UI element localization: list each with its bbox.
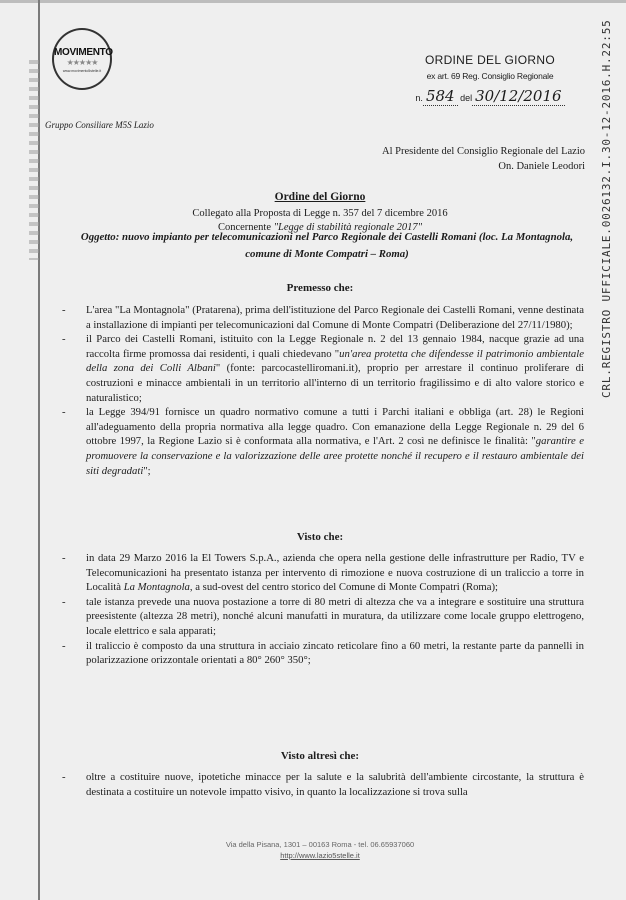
logo-url: www.movimento5stelle.it	[62, 69, 102, 73]
logo-stars: ★★★★★	[66, 58, 98, 67]
list-visto-altresi	[62, 770, 584, 799]
heading-premesso: Premesso che:	[286, 282, 354, 294]
scan-top-edge	[0, 0, 626, 3]
addressee-line-1: Al Presidente del Consiglio Regionale del Lazio	[382, 146, 585, 157]
list-item	[62, 639, 584, 668]
item-text: , a sud-ovest del centro storico del Comune di Monte Compatri (Roma);	[189, 581, 499, 594]
list-premesso	[62, 303, 584, 478]
bullet-dash: -	[62, 639, 66, 652]
item-text: il Parco dei Castelli Romani, istituito con la Legge Regionale n. 2 del 13 gennaio 1984, nacque grazie ad una raccolta firme promossa dai residenti, i quali chiedevano "	[86, 333, 584, 360]
item-text: la Legge 394/91 fornisce un quadro normativo comune a tutti i Parchi italiani e obbliga (art. 28) le Regioni all'adeguamento della propria normativa alla legge quadro. Con emanazione della Legge Regionale n. 29 del 6 ottobre 1997, la Regione Lazio si è conformata alla normativa, e l'Art. 2 così ne definisce le finalità: "	[86, 406, 584, 448]
doc-title: Ordine del Giorno	[274, 191, 366, 203]
bleed-through-stamp	[29, 60, 39, 260]
header-subtitle: ex art. 69 Reg. Consiglio Regionale	[426, 71, 554, 81]
doc-subject: Oggetto: nuovo impianto per telecomunicazioni nel Parco Regionale dei Castelli Romani (loc. La Montagnola, comune di Monte Compatri – Roma)	[80, 231, 574, 260]
list-item	[62, 332, 584, 405]
del-label: del	[460, 93, 473, 103]
bullet-dash: -	[62, 552, 66, 564]
quoted-text: garantire e promuovere la conservazione e la valorizzazione delle aree protette nonché il recupero e il restauro ambientale dei siti degradati	[86, 435, 584, 477]
n-label: n.	[415, 93, 423, 103]
item-text: il traliccio è composto da una struttura in acciaio zincato reticolare fino a 60 metri, la restante parte da pannelli in polarizzazione orizzontale orientati a 80° 260° 350°;	[86, 639, 584, 667]
list-item	[62, 595, 584, 639]
bullet-dash: -	[62, 304, 66, 316]
header-title: ORDINE DEL GIORNO	[424, 53, 555, 67]
item-text: ";	[143, 464, 151, 477]
document-header	[400, 53, 580, 105]
footer-address: Via della Pisana, 1301 – 00163 Roma - tel. 06.65937060	[225, 840, 415, 849]
bullet-dash: -	[62, 595, 66, 608]
handwritten-date: 30/12/2016	[472, 87, 564, 106]
header-number-line	[400, 87, 580, 105]
logo-word: MOVIMENTO	[54, 47, 113, 58]
handwritten-number: 584	[423, 87, 458, 106]
item-text: in data 29 Marzo 2016 la El Towers S.p.A., azienda che opera nella gestione delle infrastrutture per Radio, TV e Telecomunicazioni ha presentato istanza per intervento di rimozione e nuova costruzione di un traliccio a torre in Località	[86, 552, 584, 594]
heading-visto-altresi: Visto altresì che:	[280, 750, 360, 762]
list-item	[62, 405, 584, 478]
footer	[40, 839, 600, 861]
list-item	[62, 770, 584, 799]
movimento-logo	[52, 28, 112, 90]
bullet-dash: -	[62, 333, 66, 346]
bullet-dash: -	[62, 406, 66, 419]
doc-subtitle-1: Collegato alla Proposta di Legge n. 357 del 7 dicembre 2016	[192, 208, 448, 219]
item-text: oltre a costituire nuove, ipotetiche minacce per la salute e la salubrità dell'ambiente circostante, la struttura è destinata a costituire un notevole impatto visivo, in quanto la localizzazione si trova sulla	[86, 771, 584, 798]
group-name: Gruppo Consiliare M5S Lazio	[45, 120, 154, 130]
item-text: L'area "La Montagnola" (Pratarena), prima dell'istituzione del Parco Regionale dei Castelli Romani, venne destinata a installazione di impianti per telecomunicazioni dal Comune di Monte Compatri (Deliberazione del 27/11/1980);	[86, 304, 584, 331]
sub2-prefix: Concernente	[217, 222, 274, 233]
heading-visto: Visto che:	[296, 531, 344, 543]
list-item	[62, 551, 584, 595]
addressee-line-2: On. Daniele Leodori	[498, 161, 585, 172]
bullet-dash: -	[62, 771, 66, 783]
quoted-text: un'area protetta che difendesse il patrimonio ambientale della zona dei Colli Albani	[86, 347, 584, 375]
item-text: " (fonte: parcocastelliromani.it), proprio per arrestare il continuo proliferare di costruzioni e minacce ambientali in un territorio all'interno di un territorio fragilissimo e di alto valore storico e naturalistico;	[86, 362, 584, 404]
addressee	[330, 144, 585, 174]
item-text: tale istanza prevede una nuova postazione a torre di 80 metri di altezza che va a integrare e sostituire una struttura preesistente (altezza 28 metri), nonché alcuni manufatti in muratura, da utilizzare come locale gruppo elettrogeno, locale elettrico e sala apparati;	[86, 595, 584, 637]
list-item	[62, 303, 584, 332]
sub2-italic: "Legge di stabilità regionale 2017"	[273, 222, 423, 233]
list-visto	[62, 551, 584, 668]
quoted-text: La Montagnola	[123, 581, 190, 594]
registry-stamp: CRL.REGISTRO UFFICIALE.0026132.I.30-12-2016.H.22:55	[600, 19, 613, 398]
footer-link[interactable]: http://www.lazio5stelle.it	[280, 851, 360, 860]
